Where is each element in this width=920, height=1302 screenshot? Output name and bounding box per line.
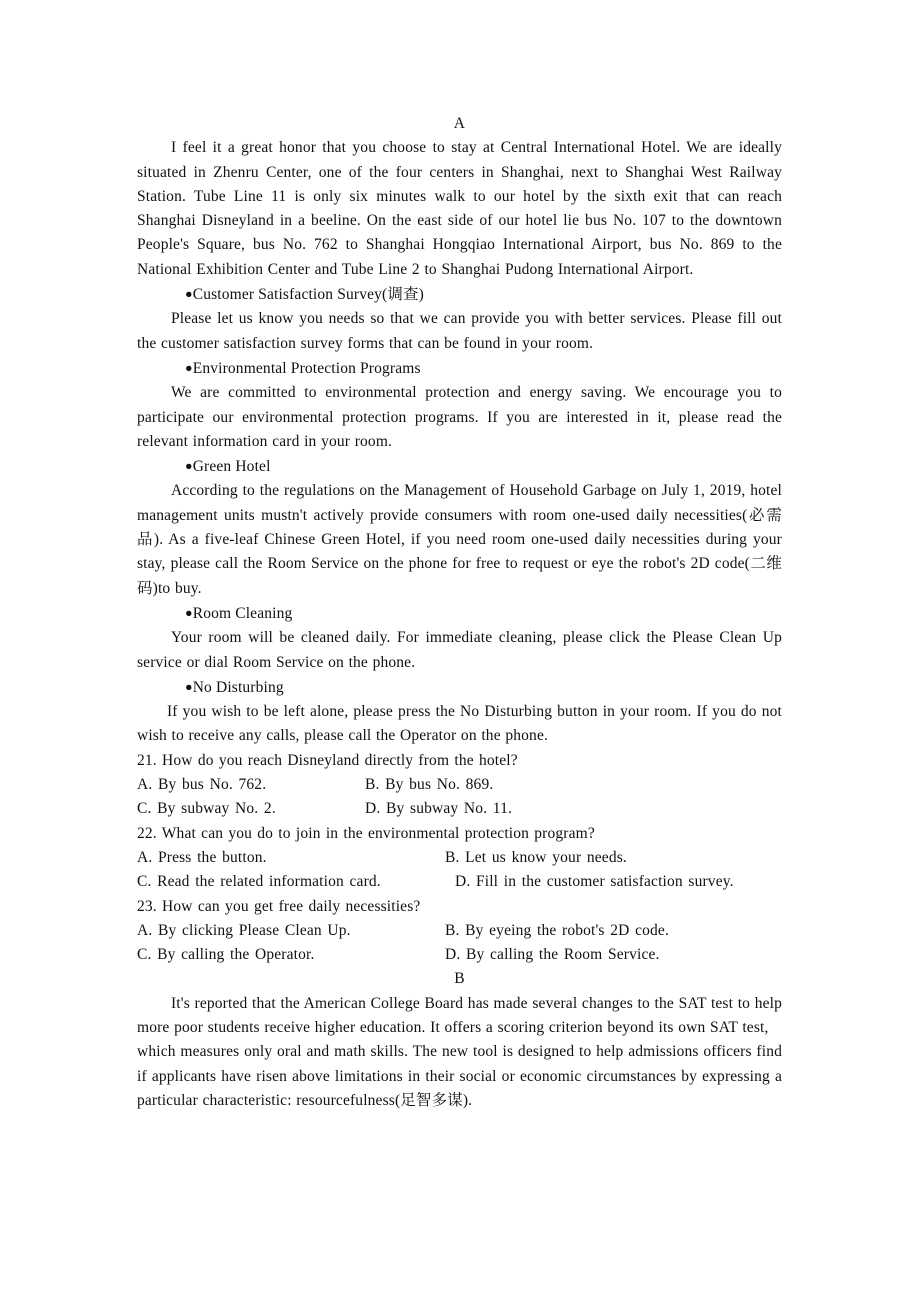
question-22-options-row-2 — [137, 870, 782, 894]
bullet-body-no-disturbing: If you wish to be left alone, please press the No Disturbing button in your room. If you do not wish to receive any calls, please call the Operator on the phone. — [137, 703, 782, 745]
bullet-dot-icon: ● — [185, 459, 193, 474]
bullet-heading-green-hotel — [137, 454, 782, 479]
bullet-body-customer-satisfaction-survey: Please let us know you needs so that we can provide you with better services. Please fill out the customer satisfaction survey forms that can be found in your room. — [137, 310, 782, 352]
question-21-option-b[interactable]: B. By bus No. 869. — [365, 776, 494, 794]
bullet-heading-text: Environmental Protection Programs — [192, 359, 421, 377]
question-21-option-c[interactable]: C. By subway No. 2. — [137, 800, 276, 818]
bullet-dot-icon: ● — [185, 360, 193, 375]
passage-a-paragraph-1: I feel it a great honor that you choose to stay at Central International Hotel. We are ideally situated in Zhenru Center, one of the four centers in Shanghai, next to Shanghai West Railway Station. Tube Line 11 is only six minutes walk to our hotel by the sixth exit that can reach Shanghai Disneyland in a beeline. On the east side of our hotel lie bus No. 107 to the downtown People's Square, bus No. 762 to Shanghai Hongqiao International Airport, bus No. 869 to the National Exhibition Center and Tube Line 2 to Shanghai Pudong International Airport. — [137, 139, 782, 278]
question-21-stem: 21. How do you reach Disneyland directly from the hotel? — [137, 751, 518, 769]
bullet-dot-icon: ● — [185, 679, 193, 694]
bullet-body-environmental-protection-programs: We are committed to environmental protection and energy saving. We encourage you to participate our environmental protection programs. If you are interested in it, please read the relevant information card in your room. — [137, 384, 782, 450]
question-23-stem: 23. How can you get free daily necessities? — [137, 897, 421, 915]
bullet-heading-text: Room Cleaning — [192, 604, 293, 622]
bullet-heading-no-disturbing — [137, 675, 782, 700]
passage-b-letter: B — [454, 970, 465, 988]
question-23-options-row-2 — [137, 943, 782, 967]
question-23-option-a[interactable]: A. By clicking Please Clean Up. — [137, 921, 351, 939]
passage-a-letter: A — [453, 115, 466, 132]
passage-b-paragraph-2: which measures only oral and math skills. The new tool is designed to help admissions officers find if applicants have risen above limitations in their social or economic circumstances by expressing a particular characteristic: resourcefulness(足智多谋). — [137, 1043, 782, 1109]
question-23-options-row-1 — [137, 919, 782, 943]
question-22-option-b[interactable]: B. Let us know your needs. — [445, 848, 627, 866]
question-21-option-d[interactable]: D. By subway No. 11. — [365, 800, 513, 818]
question-21-options-row-2 — [137, 797, 782, 821]
question-23-option-d[interactable]: D. By calling the Room Service. — [445, 946, 660, 964]
question-21-option-a[interactable]: A. By bus No. 762. — [137, 776, 267, 794]
bullet-body-green-hotel: According to the regulations on the Management of Household Garbage on July 1, 2019, hotel management units mustn't actively provide consumers with room one-used daily necessities(必需品). As a five-leaf Chinese Green Hotel, if you need room one-used daily necessities during your stay, please call the Room Service on the phone for free to request or eye the robot's 2D code(二维码)to buy. — [137, 482, 782, 597]
bullet-heading-text: No Disturbing — [192, 678, 284, 696]
bullet-body-room-cleaning: Your room will be cleaned daily. For immediate cleaning, please click the Please Clean Up service or dial Room Service on the phone. — [137, 629, 782, 671]
bullet-heading-text: Customer Satisfaction Survey(调查) — [192, 286, 424, 304]
bullet-dot-icon: ● — [185, 287, 193, 302]
passage-b-paragraph-1: It's reported that the American College Board has made several changes to the SAT test to help more poor students receive higher education. It offers a scoring criterion beyond its own SAT test, — [137, 994, 782, 1036]
question-23-option-c[interactable]: C. By calling the Operator. — [137, 946, 315, 964]
bullet-heading-text: Green Hotel — [192, 458, 271, 476]
bullet-heading-room-cleaning — [137, 601, 782, 626]
document-text-column — [137, 112, 782, 1113]
bullet-heading-environmental-protection-programs — [137, 356, 782, 381]
question-22-option-c[interactable]: C. Read the related information card. — [137, 873, 381, 891]
bullet-heading-customer-satisfaction-survey — [137, 282, 782, 307]
question-22-options-row-1 — [137, 846, 782, 870]
question-22-stem: 22. What can you do to join in the environmental protection program? — [137, 824, 595, 842]
question-22-option-a[interactable]: A. Press the button. — [137, 848, 267, 866]
question-21-options-row-1 — [137, 773, 782, 797]
question-23-option-b[interactable]: B. By eyeing the robot's 2D code. — [445, 921, 669, 939]
bullet-dot-icon: ● — [185, 605, 193, 620]
question-22-option-d[interactable]: D. Fill in the customer satisfaction survey. — [455, 873, 734, 891]
